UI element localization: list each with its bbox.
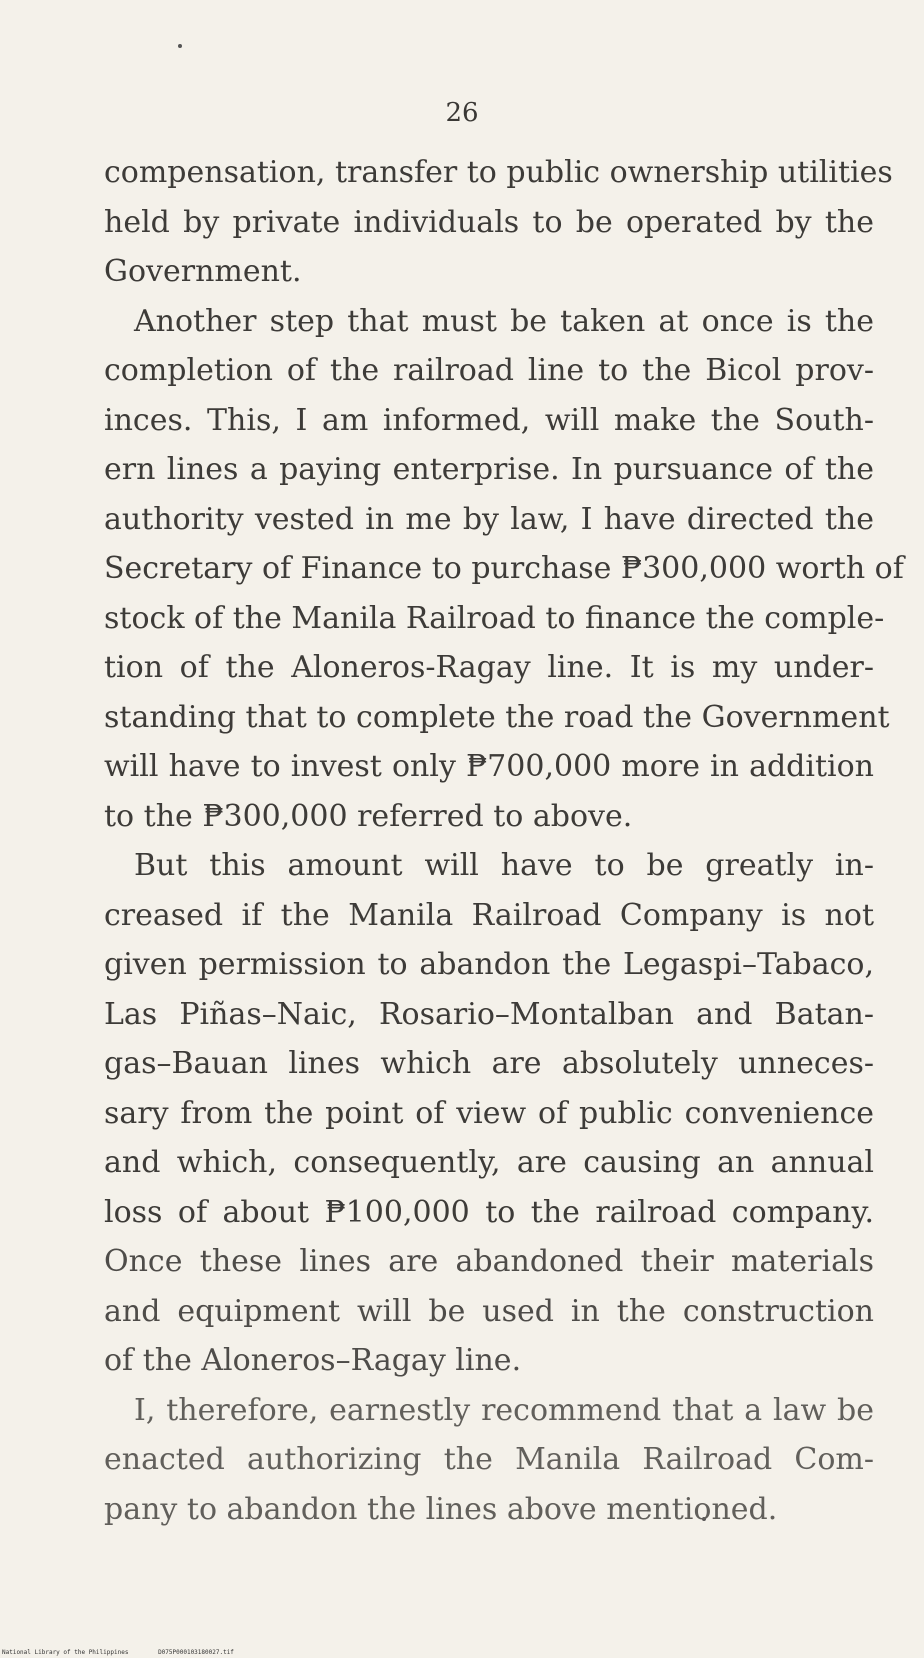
- text-line: inces. This, I am informed, will make the South-: [104, 402, 874, 438]
- body-text: [104, 148, 904, 1534]
- text-line: Once these lines are abandoned their materials: [104, 1244, 874, 1279]
- scan-speck: [178, 44, 182, 48]
- text-line: Secretary of Finance to purchase ₱300,000 worth of: [104, 551, 904, 586]
- text-line: held by private individuals to be operated by the: [104, 204, 874, 240]
- text-line: creased if the Manila Railroad Company is not: [104, 897, 874, 933]
- text-line: loss of about ₱100,000 to the railroad company.: [104, 1194, 874, 1230]
- paragraph-3: [104, 841, 874, 1386]
- text-line: Another step that must be taken at once is the: [134, 303, 874, 339]
- text-line: to the ₱300,000 referred to above.: [104, 798, 633, 834]
- file-name: D075P000103180027.tif: [158, 1649, 234, 1656]
- text-line: enacted authorizing the Manila Railroad Com-: [104, 1442, 874, 1477]
- text-line: Government.: [104, 254, 302, 289]
- text-line: Las Piñas–Naic, Rosario–Montalban and Batan-: [104, 996, 874, 1032]
- text-line: completion of the railroad line to the Bicol prov-: [104, 353, 874, 388]
- page-number: 26: [445, 98, 479, 128]
- paragraph-1: [104, 148, 893, 297]
- text-line: standing that to complete the road the Government: [104, 699, 890, 735]
- paragraph-2: [104, 297, 904, 842]
- text-line: compensation, transfer to public ownership utilities: [104, 155, 893, 190]
- text-line: of the Aloneros–Ragay line.: [104, 1343, 522, 1378]
- text-line: But this amount will have to be greatly in-: [134, 848, 874, 883]
- text-line: will have to invest only ₱700,000 more in addition: [104, 749, 874, 784]
- text-line: I, therefore, earnestly recommend that a law be: [134, 1392, 874, 1428]
- text-line: pany to abandon the lines above mentioned.: [104, 1491, 778, 1527]
- text-line: gas–Bauan lines which are absolutely unneces-: [104, 1046, 874, 1081]
- text-line: and which, consequently, are causing an annual: [104, 1145, 874, 1180]
- text-line: stock of the Manila Railroad to finance the comple-: [104, 600, 885, 636]
- scan-footer: [2, 1649, 260, 1656]
- text-line: tion of the Aloneros-Ragay line. It is my under-: [104, 650, 874, 685]
- library-credit: National Library of the Philippines: [2, 1649, 129, 1656]
- paragraph-4: [104, 1386, 874, 1535]
- text-line: and equipment will be used in the construction: [104, 1293, 874, 1329]
- text-line: ern lines a paying enterprise. In pursuance of the: [104, 452, 874, 487]
- text-line: given permission to abandon the Legaspi–Tabaco,: [104, 947, 874, 982]
- text-line: authority vested in me by law, I have directed the: [104, 501, 874, 537]
- text-line: sary from the point of view of public convenience: [104, 1095, 874, 1131]
